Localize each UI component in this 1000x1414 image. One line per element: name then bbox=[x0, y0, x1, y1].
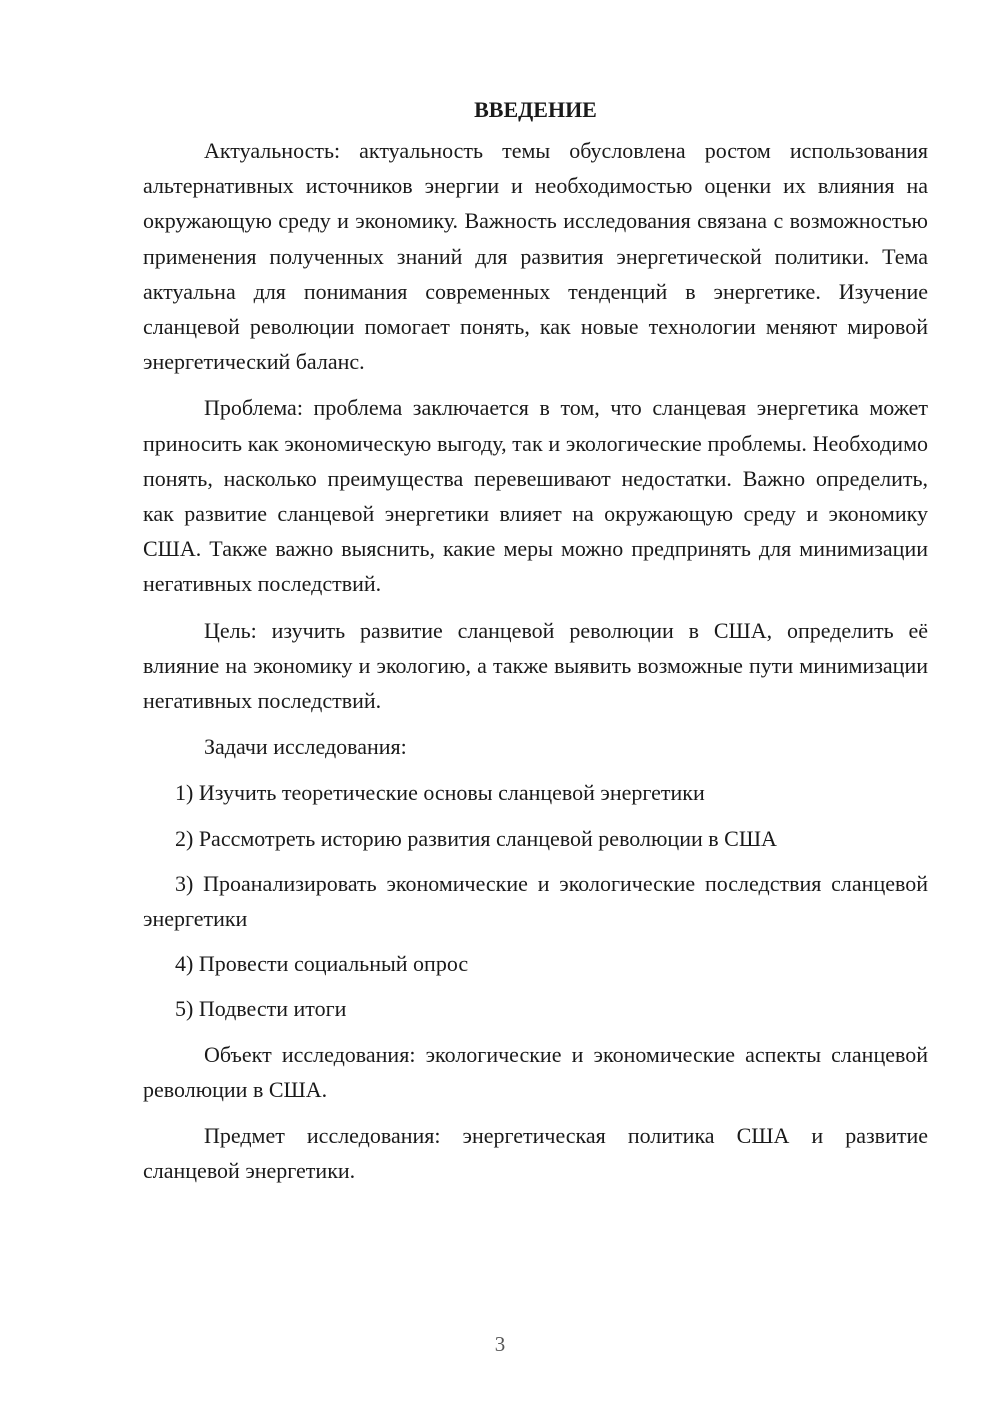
page-number: 3 bbox=[494, 1332, 506, 1356]
document-page bbox=[143, 92, 928, 1199]
tasks-heading: Задачи исследования: bbox=[204, 734, 407, 760]
list-item: 4) Провести социальный опрос bbox=[175, 951, 469, 977]
tasks-list bbox=[143, 775, 928, 1026]
paragraph-subject: Предмет исследования: энергетическая политика США и развитие сланцевой энергетики. bbox=[143, 1123, 928, 1184]
list-item: 2) Рассмотреть историю развития сланцевой революции в США bbox=[175, 825, 777, 851]
page-title: ВВЕДЕНИЕ bbox=[474, 97, 597, 122]
paragraph-object: Объект исследования: экологические и экономические аспекты сланцевой революции в США. bbox=[143, 1041, 928, 1102]
paragraph-goal: Цель: изучить развитие сланцевой революции в США, определить её влияние на экономику и экологию, а также выявить возможные пути минимизации негативных последствий. bbox=[143, 617, 928, 714]
list-item: 3) Проанализировать экономические и экологические последствия сланцевой энергетики bbox=[143, 870, 928, 932]
paragraph-relevance: Актуальность: актуальность темы обусловлена ростом использования альтернативных источников энергии и необходимостью оценки их влияния на окружающую среду и экономику. Важность исследования связана с возможностью применения полученных знаний для развития энергетической политики. Тема актуальна для понимания современных тенденций в энергетике. Изучение сланцевой революции помогает понять, как новые технологии меняют мировой энергетический баланс. bbox=[143, 138, 928, 375]
paragraph-problem: Проблема: проблема заключается в том, что сланцевая энергетика может приносить как экономическую выгоду, так и экологические проблемы. Необходимо понять, насколько преимущества перевешивают недостатки. Важно определить, как развитие сланцевой энергетики влияет на окружающую среду и экономику США. Также важно выяснить, какие меры можно предпринять для минимизации негативных последствий. bbox=[143, 395, 928, 597]
list-item: 5) Подвести итоги bbox=[175, 996, 347, 1022]
list-item: 1) Изучить теоретические основы сланцевой энергетики bbox=[175, 780, 705, 806]
